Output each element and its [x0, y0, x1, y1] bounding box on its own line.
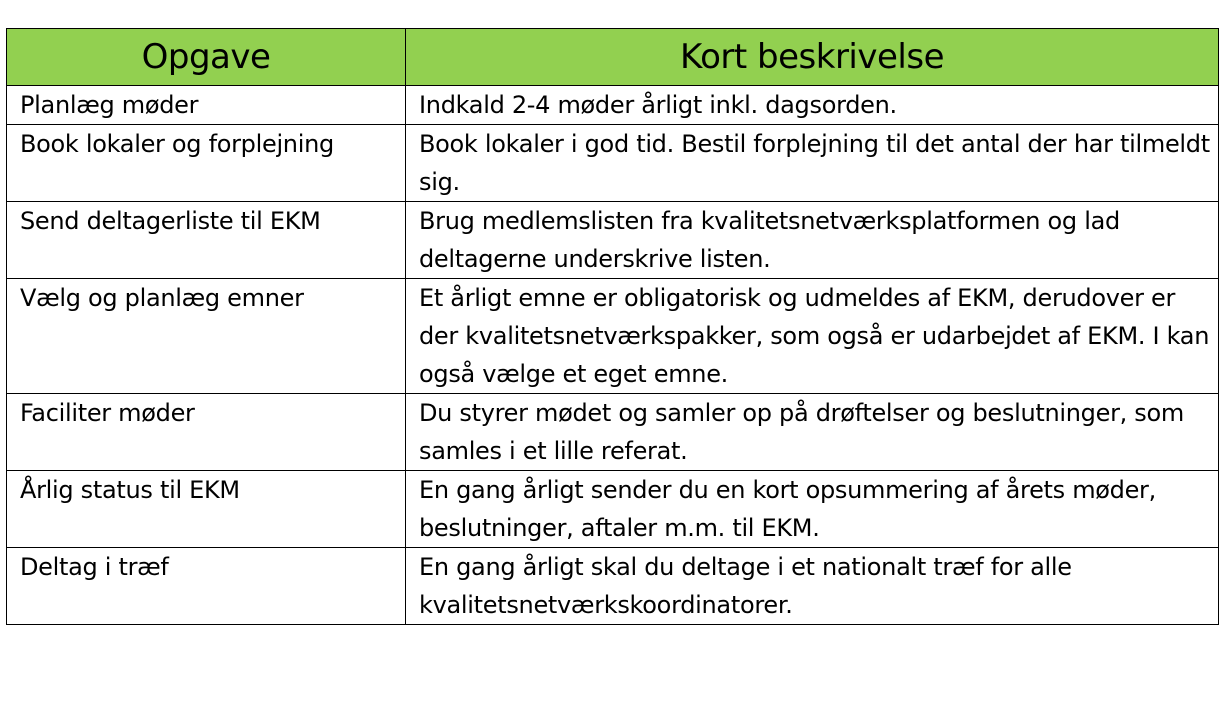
task-cell: Planlæg møder	[7, 86, 406, 125]
table-row	[7, 394, 1219, 471]
header-description: Kort beskrivelse	[406, 29, 1219, 86]
description-cell: Brug medlemslisten fra kvalitetsnetværksplatformen og lad deltagerne underskrive listen.	[406, 202, 1219, 279]
task-table	[6, 28, 1219, 625]
description-cell: Du styrer mødet og samler op på drøftelser og beslutninger, som samles i et lille referat.	[406, 394, 1219, 471]
table-header	[7, 29, 1219, 86]
header-row	[7, 29, 1219, 86]
description-cell: Et årligt emne er obligatorisk og udmeldes af EKM, derudover er der kvalitetsnetværkspakker, som også er udarbejdet af EKM. I kan også vælge et eget emne.	[406, 279, 1219, 394]
task-cell: Send deltagerliste til EKM	[7, 202, 406, 279]
task-cell: Vælg og planlæg emner	[7, 279, 406, 394]
table-body	[7, 86, 1219, 625]
task-cell: Årlig status til EKM	[7, 471, 406, 548]
table-row	[7, 125, 1219, 202]
table-row	[7, 279, 1219, 394]
task-cell: Faciliter møder	[7, 394, 406, 471]
table-row	[7, 548, 1219, 625]
table-row	[7, 202, 1219, 279]
description-cell: En gang årligt sender du en kort opsummering af årets møder, beslutninger, aftaler m.m. til EKM.	[406, 471, 1219, 548]
description-cell: Book lokaler i god tid. Bestil forplejning til det antal der har tilmeldt sig.	[406, 125, 1219, 202]
task-cell: Deltag i træf	[7, 548, 406, 625]
table-row	[7, 86, 1219, 125]
description-cell: En gang årligt skal du deltage i et nationalt træf for alle kvalitetsnetværkskoordinatorer.	[406, 548, 1219, 625]
task-cell: Book lokaler og forplejning	[7, 125, 406, 202]
table-row	[7, 471, 1219, 548]
description-cell: Indkald 2-4 møder årligt inkl. dagsorden.	[406, 86, 1219, 125]
header-task: Opgave	[7, 29, 406, 86]
